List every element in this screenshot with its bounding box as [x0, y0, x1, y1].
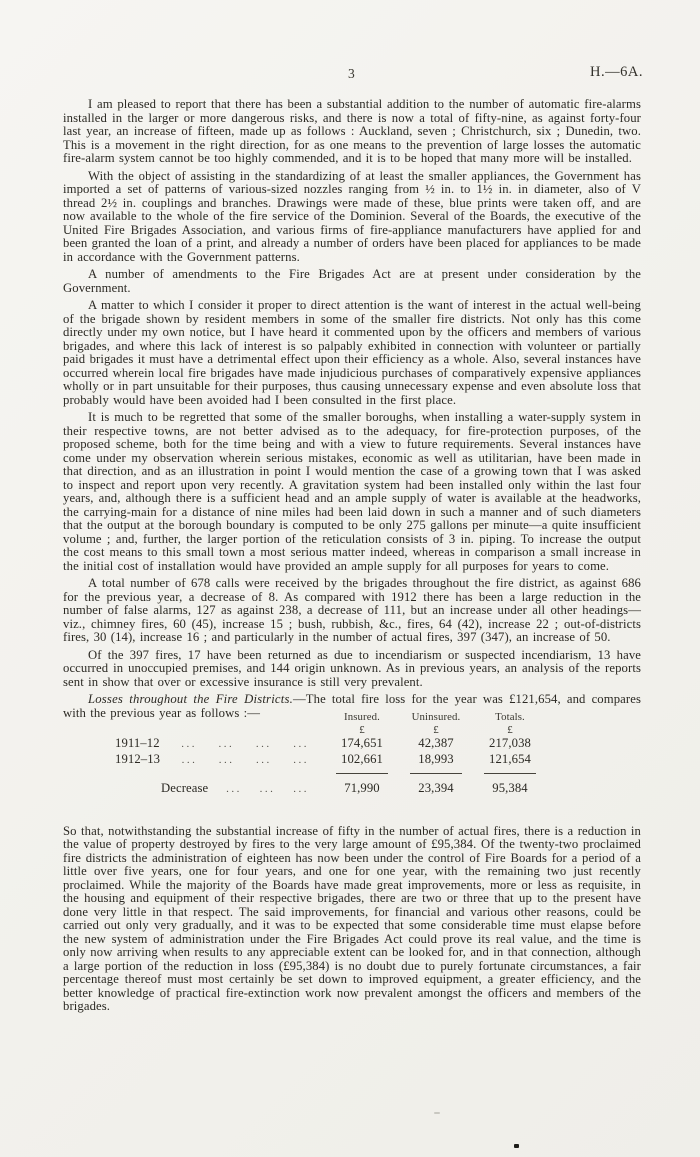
table-row-decrease	[63, 781, 641, 797]
col-header-insured: Insured.	[344, 710, 380, 723]
currency-symbol: £	[359, 724, 365, 736]
leader-dots: ...	[256, 753, 272, 766]
leader-dots: ...	[259, 783, 276, 795]
uninsured-decrease: 23,394	[418, 781, 454, 795]
totals-value: 217,038	[489, 736, 531, 750]
table-rule-row	[63, 769, 641, 776]
closing-paragraph: So that, notwithstanding the substantial increase of fifty in the number of actual fires, there is a reduction in the value of property destroyed by fires to the very large amount of £95,384. Of the twenty-two proclaimed fire districts the administration of eighteen has now been under the control of Fire Boards for a period of a little over five years, one for four years, and one for one year, with the remaining two just recently proclaimed. While the majority of the Boards have made great improvements, more or less as requisite, in the housing and equipment of their respective brigades, there are two or three that up to the present have done very little in that respect. The said improvements, for financial and various other reasons, could be carried out only very gradually, and it was to be expected that some considerable time must elapse before the new system of administration under the Fire Brigades Act could prove its real value, and the time is only now arriving when results to any appreciable extent can be looked for, and in that connection, although a large portion of the reduction in loss (£95,384) is no doubt due to purely fortunate circumstances, a fair percentage thereof must most certainly be set down to improved equipment, a greater efficiency, and the better knowledge of practical fire-extinction work now prevalent amongst the officers and members of the brigades.	[63, 823, 641, 1013]
paragraph-standardizing-appliances: With the object of assisting in the standardizing of at least the smaller appliances, the Government has imported a set of patterns of various-sized nozzles ranging from ½ in. to 1½ in. in diameter, also of V thread 2½ in. couplings and branches. Drawings were made of these, blue prints were taken off, and are now available to the whole of the fire service of the Dominion. Several of the Boards, the executive of the United Fire Brigades Association, and various firms of fire-appliance manufacturers have applied for and been granted the loan of a print, and already a number of orders have been placed for appliances to be made in accordance with the Government patterns.	[63, 168, 641, 264]
paragraph-act-amendments: A number of amendments to the Fire Brigades Act are at present under consideration by the Government.	[63, 267, 641, 295]
paragraph-water-supply: It is much to be regretted that some of the smaller boroughs, when installing a water-supply system in their respective towns, are not better advised as to the adequacy, for fire-protection purposes, of the proposed scheme, both for the time being and with a view to future requirements. Several instances have come under my observation wherein serious mistakes, economic as well as utilitarian, have been made in that direction, and as an illustration in point I would mention the case of a growing town that I was asked to inspect and report upon very recently. A gravitation system had been installed only within the last four years, and, although there is a sufficient head and an ample supply of water is available at the headworks, the carrying-main for a distance of nine miles had been laid down in such a manner and of such diameters that the output at the borough boundary is computed to be only 275 gallons per minute—a quite insufficient volume ; and, further, the larger portion of the reticulation consists of 3 in. piping. To increase the output the cost means to this small town a most serious matter indeed, whereas in comparison a small increase in the initial cost of installation would have provided an ample supply for all purposes for years to come.	[63, 410, 641, 573]
column-rule	[484, 773, 536, 774]
insured-value: 174,651	[341, 736, 383, 750]
row-label: 1912–13	[115, 751, 161, 766]
losses-section	[63, 693, 641, 797]
currency-symbol: £	[507, 724, 513, 736]
insured-decrease: 71,990	[344, 781, 380, 795]
column-rule	[336, 773, 388, 774]
losses-intro-text: —The total fire loss for the year was £121,654, and compares with the previous year as follows :—	[63, 692, 641, 720]
leader-dots: ...	[293, 753, 309, 766]
currency-symbol: £	[433, 724, 439, 736]
currency-row	[63, 724, 641, 736]
totals-decrease: 95,384	[492, 781, 528, 795]
paragraph-want-of-interest: A matter to which I consider it proper to direct attention is the want of interest in the actual well-being of the brigade shown by resident members in some of the smaller fire districts. Not only has this come directly under my own notice, but I have heard it commented upon by the officers and members of various brigades, and where this lack of interest is so palpably exhibited in connection with volunteer or partially paid brigades it must have a detrimental effect upon their efficiency as a whole. Also, several instances have occurred wherein local fire brigades have made injudicious purchases of comparatively expensive appliances wholly or in part unsuitable for their purposes, thus causing unnecessary expense and even absolute loss that probably would have been avoided had I been consulted in the first place.	[63, 298, 641, 407]
paragraph-incendiarism: Of the 397 fires, 17 have been returned as due to incendiarism or suspected incendiarism, 13 have occurred in unoccupied premises, and 144 origin unknown. As in previous years, an analysis of the reports sent in show that over or excessive insurance is still very prevalent.	[63, 647, 641, 689]
page-number: 3	[348, 66, 355, 81]
uninsured-value: 18,993	[418, 751, 454, 766]
table-row-1911-12	[63, 736, 641, 752]
fire-loss-table	[63, 711, 641, 797]
document-reference: H.—6A.	[590, 64, 643, 80]
leader-dots: ...	[181, 738, 197, 750]
column-rule	[410, 773, 462, 774]
leader-dots: ...	[293, 783, 309, 795]
totals-value: 121,654	[489, 751, 531, 766]
col-header-totals: Totals.	[495, 710, 525, 723]
text-column	[63, 98, 641, 1018]
insured-value: 102,661	[341, 751, 383, 766]
losses-heading-italic: Losses throughout the Fire Districts.	[88, 692, 293, 706]
row-label: 1911–12	[115, 736, 160, 750]
ink-speck	[514, 1144, 519, 1148]
col-header-uninsured: Uninsured.	[411, 710, 461, 723]
scan-smudge	[434, 1112, 440, 1114]
leader-dots: ...	[293, 738, 309, 750]
uninsured-value: 42,387	[418, 736, 454, 750]
paragraph-fire-alarms: I am pleased to report that there has been a substantial addition to the number of automatic fire-alarms installed in the larger or more dangerous risks, and there is now a total of fifty-nine, as against forty-four last year, an increase of fifteen, made up as follows : Auckland, seven ; Christchurch, six ; Dunedin, two. This is a movement in the right direction, for as one means to the prevention of large losses the automatic fire-alarm system cannot be too highly commended, and it is to be hoped that many more will be installed.	[63, 97, 641, 165]
paragraph-calls-received: A total number of 678 calls were received by the brigades throughout the fire district, as against 686 for the previous year, a decrease of 8. As compared with 1912 there has been a large reduction in the number of false alarms, 127 as against 238, a decrease of 111, but an increase under all other headings—viz., chimney fires, 60 (45), increase 15 ; bush, rubbish, &c., fires, 64 (42), increase 22 ; out-of-districts fires, 30 (14), increase 16 ; and particularly in the number of actual fires, 397 (347), an increase of 50.	[63, 576, 641, 644]
leader-dots: ...	[181, 753, 198, 766]
leader-dots: ...	[255, 738, 272, 750]
leader-dots: ...	[218, 753, 235, 766]
row-label: Decrease	[161, 781, 209, 795]
leader-dots: ...	[218, 738, 235, 750]
table-row-1912-13	[63, 752, 641, 768]
leader-dots: ...	[226, 783, 242, 795]
